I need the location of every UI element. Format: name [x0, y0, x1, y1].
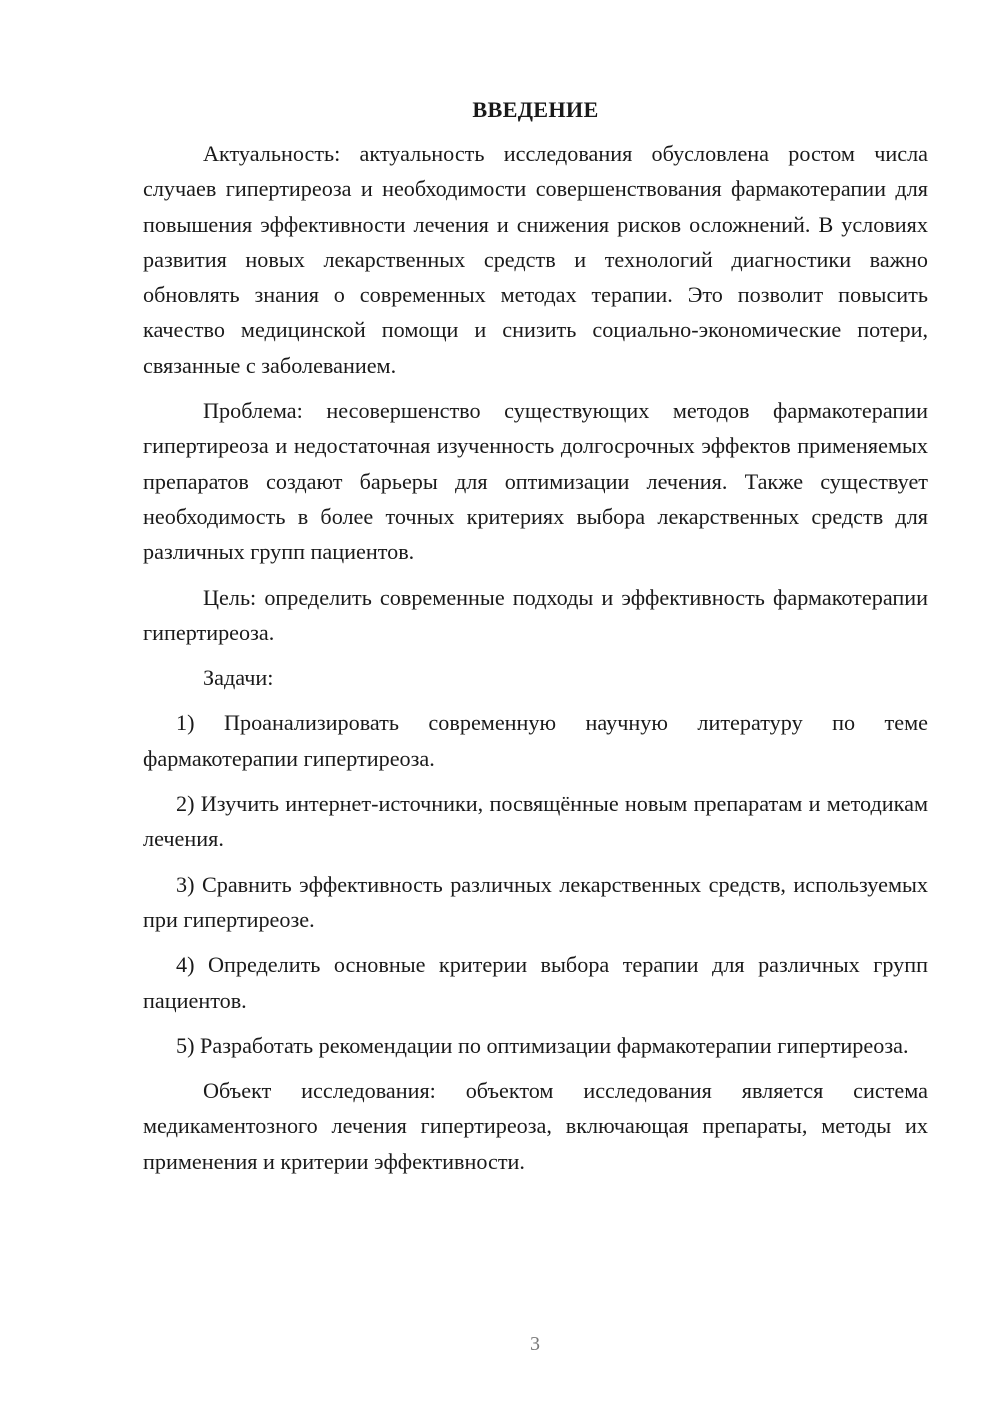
page-content: [143, 90, 928, 1179]
object-paragraph: Объект исследования: объектом исследования является система медикаментозного лечения гипертиреоза, включающая препараты, методы их применения и критерии эффективности.: [143, 1078, 928, 1174]
problem-paragraph: Проблема: несовершенство существующих методов фармакотерапии гипертиреоза и недостаточная изученность долгосрочных эффектов применяемых препаратов создают барьеры для оптимизации лечения. Также существует необходимость в более точных критериях выбора лекарственных средств для различных групп пациентов.: [143, 398, 928, 565]
task-item: 5) Разработать рекомендации по оптимизации фармакотерапии гипертиреоза.: [176, 1032, 909, 1058]
task-item: 1) Проанализировать современную научную литературу по теме фармакотерапии гипертиреоза.: [143, 710, 928, 771]
tasks-heading: Задачи:: [203, 665, 274, 691]
goal-paragraph: Цель: определить современные подходы и эффективность фармакотерапии гипертиреоза.: [143, 584, 928, 645]
task-item: 3) Сравнить эффективность различных лекарственных средств, используемых при гипертиреозе.: [143, 871, 928, 932]
page-number: 3: [530, 1333, 540, 1355]
section-title: ВВЕДЕНИЕ: [472, 97, 599, 122]
task-item: 2) Изучить интернет-источники, посвящённые новым препаратам и методикам лечения.: [143, 791, 928, 852]
relevance-paragraph: Актуальность: актуальность исследования обусловлена ростом числа случаев гипертиреоза и необходимости совершенствования фармакотерапии для повышения эффективности лечения и снижения рисков осложнений. В условиях развития новых лекарственных средств и технологий диагностики важно обновлять знания о современных методах терапии. Это позволит повысить качество медицинской помощи и снизить социально-экономические потери, связанные с заболеванием.: [143, 141, 928, 378]
task-item: 4) Определить основные критерии выбора терапии для различных групп пациентов.: [143, 952, 928, 1013]
